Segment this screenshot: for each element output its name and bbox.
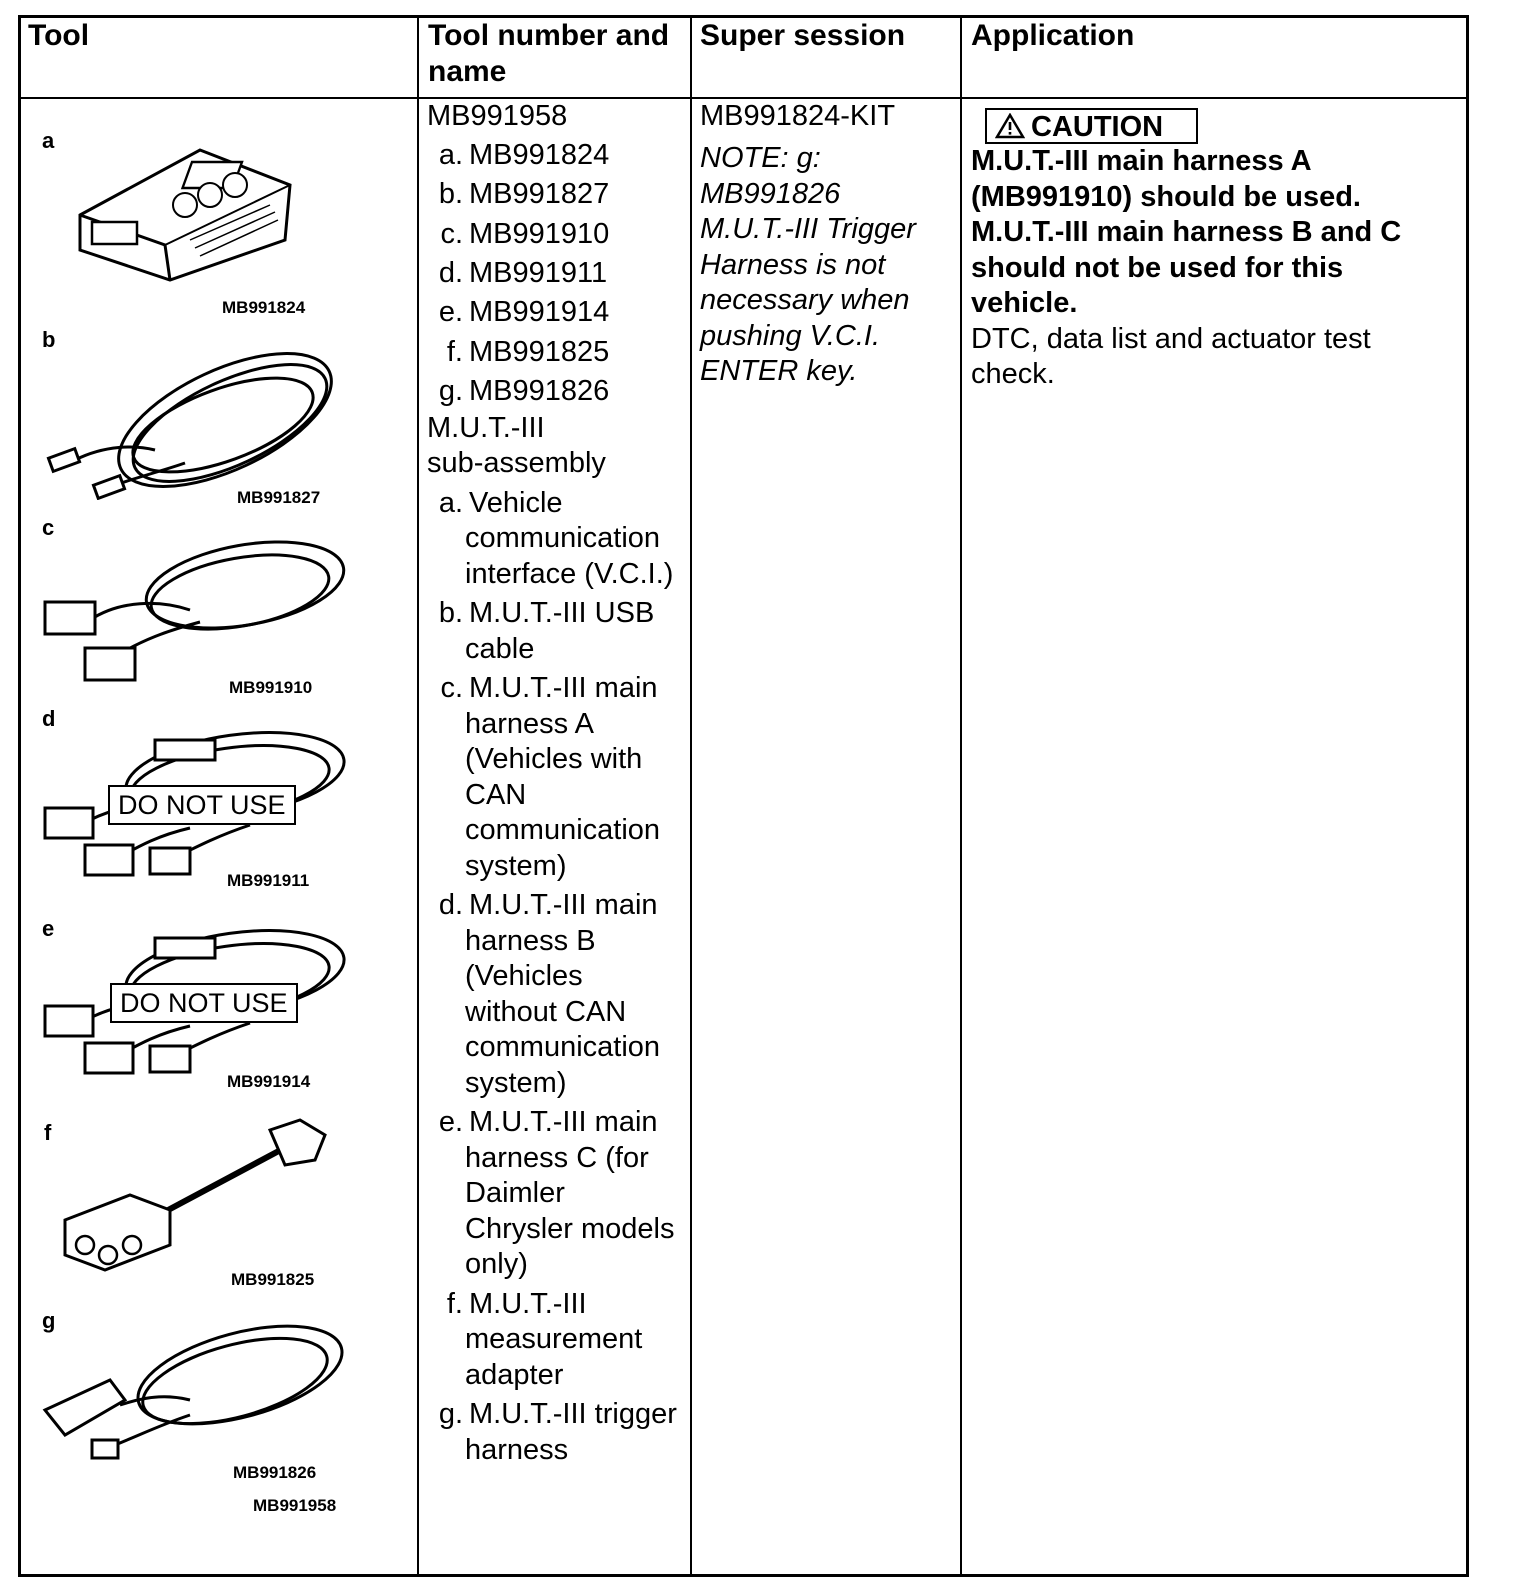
subassembly-item-text: measurement xyxy=(465,1323,643,1355)
subassembly-item-letter: g. xyxy=(438,1398,463,1430)
subassembly-title-line1: M.U.T.-III xyxy=(427,412,545,444)
tool-letter: a xyxy=(42,128,55,153)
subassembly-title-line2: sub-assembly xyxy=(427,447,606,479)
subassembly-item-text: Vehicle xyxy=(469,487,563,519)
tool-letter: d xyxy=(42,706,56,731)
tool-part-label: MB991910 xyxy=(229,678,313,697)
do-not-use-label: DO NOT USE xyxy=(110,983,298,1023)
kit-item xyxy=(430,256,607,292)
subassembly-item-letter: e. xyxy=(438,1106,463,1138)
super-session-note-line: M.U.T.-III Trigger xyxy=(700,213,916,245)
caution-text-line: M.U.T.-III main harness A xyxy=(971,145,1312,177)
application-text-line: check. xyxy=(971,358,1055,390)
subassembly-item-letter: d. xyxy=(438,889,463,921)
subassembly-item xyxy=(430,1397,677,1433)
subassembly-item-text: M.U.T.-III main xyxy=(469,1106,658,1138)
tool-part-label: MB991825 xyxy=(231,1270,315,1289)
subassembly-item-text: harness C (for xyxy=(465,1142,649,1174)
subassembly-item xyxy=(430,486,563,522)
super-session-note-line: ENTER key. xyxy=(700,355,858,387)
tool-letter: e xyxy=(42,916,55,941)
kit-item xyxy=(430,217,609,253)
kit-item xyxy=(430,177,609,213)
tool-number-main: MB991958 xyxy=(427,100,568,132)
warning-triangle-icon xyxy=(995,113,1025,139)
harness-a-illustration xyxy=(40,530,355,690)
tool-part-label: MB991824 xyxy=(222,298,306,317)
super-session-note-line: pushing V.C.I. xyxy=(700,320,881,352)
kit-item-part: MB991911 xyxy=(469,257,608,289)
kit-item-part: MB991910 xyxy=(469,218,610,250)
caution-text-line: should not be used for this xyxy=(971,252,1344,284)
subassembly-item-text: adapter xyxy=(465,1359,564,1391)
subassembly-item-letter: a. xyxy=(438,487,463,519)
tool-letter: c xyxy=(42,515,55,540)
super-session-note-line: Harness is not xyxy=(700,249,886,281)
kit-part-label: MB991958 xyxy=(253,1496,337,1515)
subassembly-item-text: (Vehicles xyxy=(465,960,583,992)
header-tool-number-line2: name xyxy=(428,55,507,88)
caution-box xyxy=(985,108,1198,144)
header-tool-number-line1: Tool number and xyxy=(428,19,670,52)
subassembly-item-text: Daimler xyxy=(465,1177,565,1209)
caution-text-line: vehicle. xyxy=(971,287,1078,319)
subassembly-item-text: only) xyxy=(465,1248,528,1280)
subassembly-item-text: communication xyxy=(465,814,661,846)
kit-item-part: MB991827 xyxy=(469,178,610,210)
subassembly-item-text: M.U.T.-III main xyxy=(469,889,658,921)
measurement-adapter-illustration xyxy=(60,1115,335,1275)
tool-letter: b xyxy=(42,327,56,352)
subassembly-item-text: system) xyxy=(465,1067,567,1099)
trigger-harness-illustration xyxy=(40,1315,355,1465)
super-session-part: MB991824-KIT xyxy=(700,100,896,132)
subassembly-item xyxy=(430,888,658,924)
kit-item-letter: a. xyxy=(438,139,463,171)
super-session-note-line: NOTE: g: xyxy=(700,142,821,174)
subassembly-item xyxy=(430,1105,658,1141)
subassembly-item-text: M.U.T.-III xyxy=(469,1288,587,1320)
subassembly-item-text: system) xyxy=(465,850,567,882)
subassembly-item xyxy=(430,596,654,632)
tool-part-label: MB991914 xyxy=(227,1072,311,1091)
subassembly-item xyxy=(430,671,658,707)
subassembly-item-text: M.U.T.-III trigger xyxy=(469,1398,677,1430)
usb-cable-illustration xyxy=(45,335,345,500)
subassembly-item-text: harness A xyxy=(465,708,594,740)
column-divider xyxy=(960,15,962,1577)
header-tool-number xyxy=(428,18,669,90)
kit-item-letter: c. xyxy=(440,218,463,250)
kit-item-part: MB991824 xyxy=(469,139,610,171)
subassembly-item-text: CAN xyxy=(465,779,527,811)
subassembly-item xyxy=(430,1287,587,1323)
kit-item-letter: b. xyxy=(438,178,463,210)
kit-item-part: MB991914 xyxy=(469,296,610,328)
header-tool: Tool xyxy=(28,19,90,52)
super-session-note-line: necessary when xyxy=(700,284,910,316)
column-divider xyxy=(690,15,692,1577)
tool-letter: g xyxy=(42,1308,56,1333)
caution-text-line: M.U.T.-III main harness B and C xyxy=(971,216,1402,248)
subassembly-item-letter: b. xyxy=(438,597,463,629)
kit-item-part: MB991826 xyxy=(469,375,610,407)
header-application: Application xyxy=(971,19,1135,52)
kit-item-letter: d. xyxy=(438,257,463,289)
subassembly-item-text: without CAN xyxy=(465,996,627,1028)
kit-item xyxy=(430,295,609,331)
subassembly-item-text: Chrysler models xyxy=(465,1213,675,1245)
kit-item xyxy=(430,335,609,371)
vci-unit-illustration xyxy=(70,140,300,290)
subassembly-item-text: M.U.T.-III USB xyxy=(469,597,655,629)
kit-item-letter: e. xyxy=(438,296,463,328)
subassembly-item-text: communication xyxy=(465,1031,661,1063)
subassembly-item-text: harness xyxy=(465,1434,569,1466)
caution-label: CAUTION xyxy=(1031,111,1164,143)
do-not-use-label: DO NOT USE xyxy=(108,785,296,825)
super-session-note-line: MB991826 xyxy=(700,178,841,210)
subassembly-item-text: M.U.T.-III main xyxy=(469,672,658,704)
caution-text-line: (MB991910) should be used. xyxy=(971,181,1361,213)
subassembly-item-text: (Vehicles with xyxy=(465,743,643,775)
tool-part-label: MB991826 xyxy=(233,1463,317,1482)
application-text-line: DTC, data list and actuator test xyxy=(971,323,1371,355)
column-divider xyxy=(417,15,419,1577)
subassembly-item-letter: f. xyxy=(446,1288,463,1320)
subassembly-item-text: interface (V.C.I.) xyxy=(465,558,674,590)
tool-letter: f xyxy=(44,1120,52,1145)
kit-item-part: MB991825 xyxy=(469,336,610,368)
subassembly-item-text: cable xyxy=(465,633,535,665)
subassembly-item-text: communication xyxy=(465,522,661,554)
tool-part-label: MB991827 xyxy=(237,488,321,507)
kit-item-letter: g. xyxy=(438,375,463,407)
subassembly-item-text: harness B xyxy=(465,925,596,957)
kit-item xyxy=(430,138,609,174)
subassembly-item-letter: c. xyxy=(440,672,463,704)
kit-item-letter: f. xyxy=(446,336,463,368)
kit-item xyxy=(430,374,609,410)
header-super-session: Super session xyxy=(700,19,906,52)
tool-part-label: MB991911 xyxy=(227,871,310,890)
